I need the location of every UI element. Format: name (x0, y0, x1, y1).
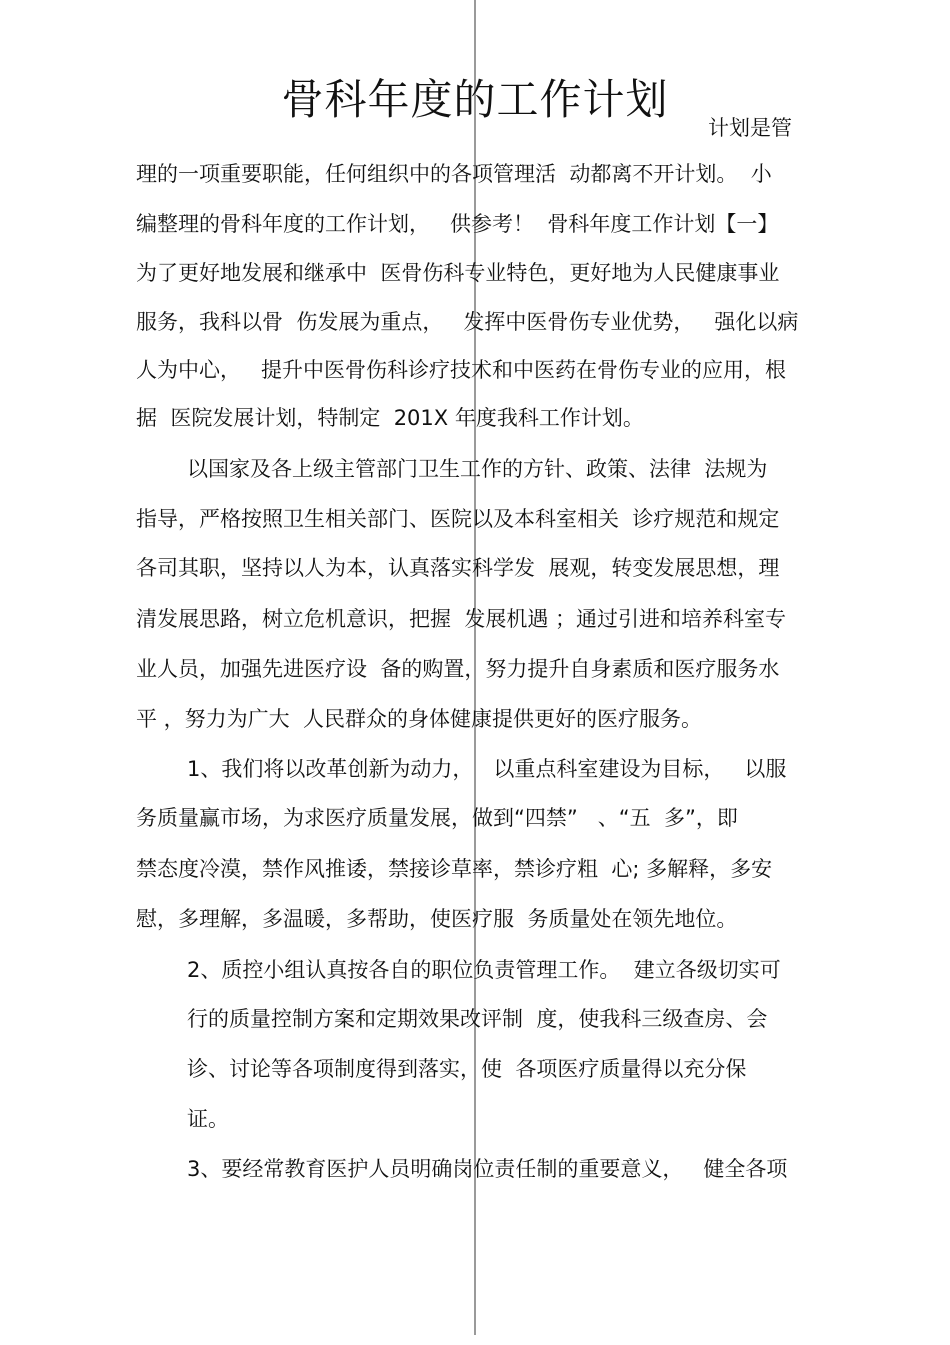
body-line: 禁态度冷漠，禁作风推诿，禁接诊草率，禁诊疗粗 心; 多解释，多安 (136, 857, 773, 881)
body-line: 指导，严格按照卫生相关部门、医院以及本科室相关 诊疗规范和规定 (136, 507, 780, 531)
body-line: 慰，多理解，多温暖，多帮助，使医疗服 务质量处在领先地位。 (136, 907, 738, 931)
body-line: 服务，我科以骨 伤发展为重点， 发挥中医骨伤专业优势， 强化以病 (136, 310, 799, 334)
list-item-2-line: 行的质量控制方案和定期效果改评制 度，使我科三级查房、会 (187, 1007, 768, 1031)
body-line: 为了更好地发展和继承中 医骨伤科专业特色，更好地为人民健康事业 (136, 261, 780, 285)
body-line: 人为中心， 提升中医骨伤科诊疗技术和中医药在骨伤专业的应用，根 (136, 358, 787, 382)
body-line: 业人员，加强先进医疗设 备的购置，努力提升自身素质和医疗服务水 (136, 657, 780, 681)
page-title: 骨科年度的工作计划 (281, 75, 669, 124)
list-item-3-first-line: 3、要经常教育医护人员明确岗位责任制的重要意义， 健全各项 (187, 1157, 788, 1181)
list-item-1-first-line: 1、我们将以改革创新为动力， 以重点科室建设为目标， 以服 (187, 757, 787, 781)
list-item-2-line: 诊、讨论等各项制度得到落实，使 各项医疗质量得以充分保 (187, 1057, 747, 1081)
body-line: 务质量赢市场，为求医疗质量发展，做到“四禁” 、“五 多”，即 (136, 806, 738, 830)
body-line: 理的一项重要职能，任何组织中的各项管理活 动都离不开计划。 小 (136, 162, 772, 186)
body-line: 清发展思路，树立危机意识，把握 发展机遇 ；通过引进和培养科室专 (136, 607, 787, 631)
body-line: 各司其职，坚持以人为本，认真落实科学发 展观，转变发展思想，理 (136, 556, 780, 580)
paragraph-first-line: 以国家及各上级主管部门卫生工作的方针、政策、法律 法规为 (187, 457, 768, 481)
body-line: 据 医院发展计划，特制定 201X 年度我科工作计划。 (136, 406, 644, 430)
title-tail-text: 计划是管 (708, 116, 792, 140)
list-item-2-line: 证。 (187, 1107, 229, 1131)
body-line: 平 ，努力为广大 人民群众的身体健康提供更好的医疗服务。 (136, 707, 703, 731)
list-item-2-first-line: 2、质控小组认真按各自的职位负责管理工作。 建立各级切实可 (187, 958, 781, 982)
body-line: 编整理的骨科年度的工作计划， 供参考！ 骨科年度工作计划【一】 (136, 212, 779, 236)
